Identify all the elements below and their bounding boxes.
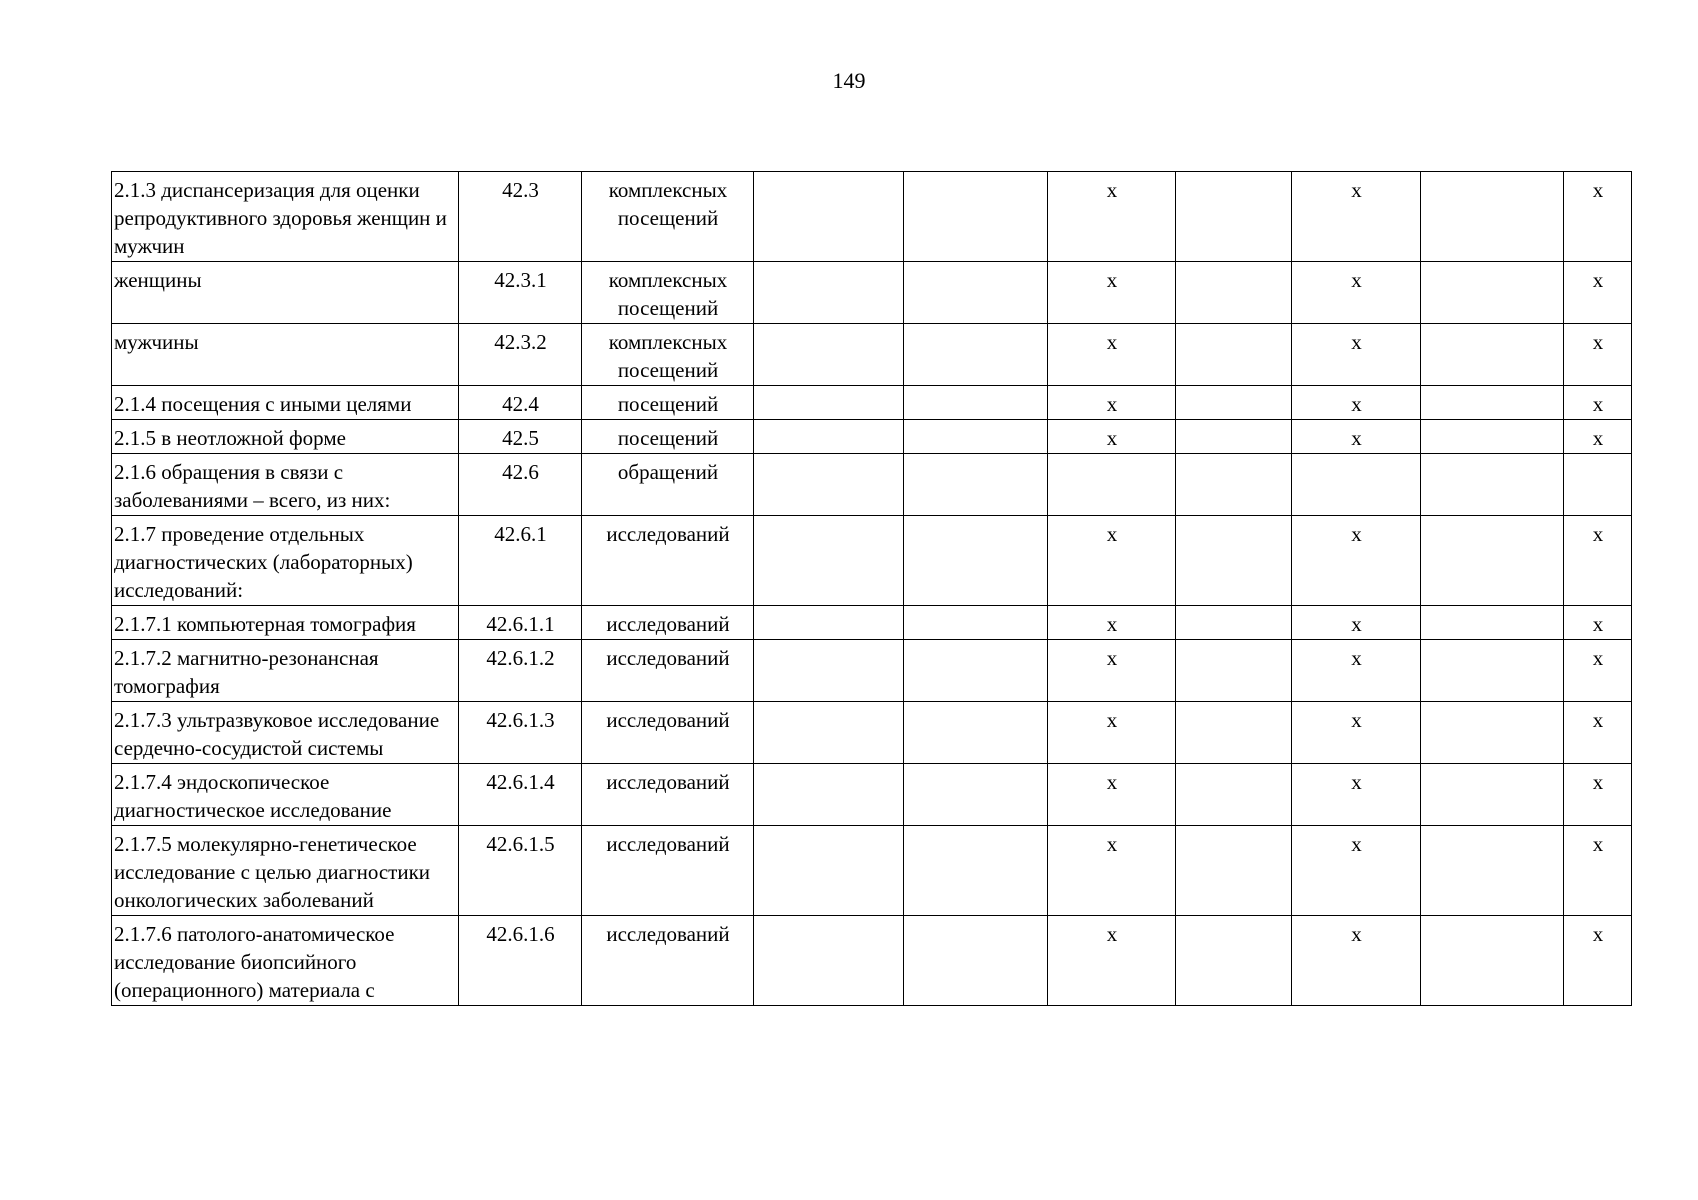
value-cell	[1421, 764, 1564, 826]
value-cell	[1176, 172, 1292, 262]
row-name-cell: 2.1.7.6 патолого-анатомическое исследование биопсийного (операционного) материала с	[112, 916, 459, 1006]
value-cell	[904, 262, 1048, 324]
value-cell	[1421, 262, 1564, 324]
row-code-cell: 42.6.1.1	[459, 606, 582, 640]
value-cell: х	[1292, 916, 1421, 1006]
value-cell: х	[1292, 606, 1421, 640]
table-row	[112, 916, 1632, 1006]
value-cell: х	[1564, 826, 1632, 916]
value-cell	[904, 386, 1048, 420]
value-cell: х	[1048, 516, 1176, 606]
row-name-cell: 2.1.4 посещения с иными целями	[112, 386, 459, 420]
row-unit-cell: исследований	[582, 606, 754, 640]
value-cell: х	[1048, 262, 1176, 324]
value-cell: х	[1564, 764, 1632, 826]
value-cell: х	[1564, 606, 1632, 640]
row-unit-cell: исследований	[582, 702, 754, 764]
value-cell	[1421, 702, 1564, 764]
value-cell	[904, 826, 1048, 916]
value-cell: х	[1292, 764, 1421, 826]
value-cell	[754, 262, 904, 324]
value-cell	[1421, 640, 1564, 702]
value-cell: х	[1048, 420, 1176, 454]
value-cell	[1421, 454, 1564, 516]
row-code-cell: 42.6.1.4	[459, 764, 582, 826]
value-cell	[1048, 454, 1176, 516]
row-name-cell: 2.1.5 в неотложной форме	[112, 420, 459, 454]
value-cell: х	[1564, 702, 1632, 764]
table-row	[112, 454, 1632, 516]
row-code-cell: 42.3.1	[459, 262, 582, 324]
value-cell	[904, 606, 1048, 640]
value-cell: х	[1292, 324, 1421, 386]
value-cell	[904, 916, 1048, 1006]
value-cell: х	[1048, 916, 1176, 1006]
row-unit-cell: исследований	[582, 640, 754, 702]
row-code-cell: 42.4	[459, 386, 582, 420]
value-cell	[904, 764, 1048, 826]
row-code-cell: 42.3	[459, 172, 582, 262]
value-cell	[754, 764, 904, 826]
value-cell: х	[1048, 324, 1176, 386]
value-cell	[904, 454, 1048, 516]
row-code-cell: 42.6	[459, 454, 582, 516]
row-name-cell: 2.1.7.2 магнитно-резонансная томография	[112, 640, 459, 702]
row-unit-cell: посещений	[582, 420, 754, 454]
value-cell	[1176, 826, 1292, 916]
table-row	[112, 324, 1632, 386]
table-row	[112, 172, 1632, 262]
value-cell: х	[1048, 172, 1176, 262]
value-cell: х	[1048, 640, 1176, 702]
table-row	[112, 640, 1632, 702]
row-unit-cell: комплексных посещений	[582, 262, 754, 324]
row-unit-cell: обращений	[582, 454, 754, 516]
value-cell	[1176, 916, 1292, 1006]
value-cell: х	[1292, 516, 1421, 606]
row-unit-cell: исследований	[582, 516, 754, 606]
value-cell	[1176, 640, 1292, 702]
value-cell: х	[1292, 386, 1421, 420]
value-cell: х	[1564, 640, 1632, 702]
value-cell	[1176, 262, 1292, 324]
value-cell	[754, 606, 904, 640]
row-code-cell: 42.6.1.5	[459, 826, 582, 916]
value-cell	[754, 172, 904, 262]
row-name-cell: 2.1.7 проведение отдельных диагностических (лабораторных) исследований:	[112, 516, 459, 606]
value-cell	[1176, 420, 1292, 454]
row-unit-cell: исследований	[582, 826, 754, 916]
row-code-cell: 42.3.2	[459, 324, 582, 386]
value-cell	[1421, 172, 1564, 262]
table-row	[112, 606, 1632, 640]
value-cell	[1421, 516, 1564, 606]
row-code-cell: 42.5	[459, 420, 582, 454]
value-cell: х	[1564, 262, 1632, 324]
table-row	[112, 386, 1632, 420]
value-cell	[1176, 516, 1292, 606]
value-cell: х	[1292, 702, 1421, 764]
row-unit-cell: исследований	[582, 764, 754, 826]
row-unit-cell: комплексных посещений	[582, 324, 754, 386]
value-cell	[754, 916, 904, 1006]
value-cell: х	[1564, 916, 1632, 1006]
value-cell: х	[1048, 702, 1176, 764]
table-row	[112, 516, 1632, 606]
row-name-cell: 2.1.7.4 эндоскопическое диагностическое исследование	[112, 764, 459, 826]
table-row	[112, 262, 1632, 324]
row-name-cell: 2.1.7.1 компьютерная томография	[112, 606, 459, 640]
value-cell: х	[1564, 386, 1632, 420]
value-cell	[904, 702, 1048, 764]
value-cell	[1564, 454, 1632, 516]
table-row	[112, 764, 1632, 826]
value-cell: х	[1048, 764, 1176, 826]
value-cell	[754, 516, 904, 606]
page-number: 149	[832, 68, 866, 93]
value-cell: х	[1292, 640, 1421, 702]
value-cell	[754, 702, 904, 764]
value-cell	[754, 640, 904, 702]
value-cell	[904, 640, 1048, 702]
value-cell	[1292, 454, 1421, 516]
value-cell	[754, 826, 904, 916]
row-unit-cell: исследований	[582, 916, 754, 1006]
row-name-cell: мужчины	[112, 324, 459, 386]
table-row	[112, 702, 1632, 764]
value-cell	[1421, 324, 1564, 386]
value-cell	[1421, 420, 1564, 454]
value-cell	[1176, 386, 1292, 420]
row-name-cell: 2.1.6 обращения в связи с заболеваниями – всего, из них:	[112, 454, 459, 516]
data-table	[111, 171, 1632, 1006]
value-cell: х	[1292, 172, 1421, 262]
row-code-cell: 42.6.1.6	[459, 916, 582, 1006]
table-body	[112, 172, 1632, 1006]
value-cell	[1176, 764, 1292, 826]
row-name-cell: женщины	[112, 262, 459, 324]
value-cell	[904, 420, 1048, 454]
value-cell	[1421, 826, 1564, 916]
value-cell	[1176, 702, 1292, 764]
value-cell	[1176, 324, 1292, 386]
table-row	[112, 420, 1632, 454]
value-cell	[1176, 454, 1292, 516]
value-cell: х	[1564, 172, 1632, 262]
value-cell	[754, 324, 904, 386]
value-cell	[1176, 606, 1292, 640]
value-cell: х	[1564, 420, 1632, 454]
row-name-cell: 2.1.7.5 молекулярно-генетическое исследование с целью диагностики онкологических заболеваний	[112, 826, 459, 916]
value-cell	[1421, 606, 1564, 640]
row-name-cell: 2.1.3 диспансеризация для оценки репродуктивного здоровья женщин и мужчин	[112, 172, 459, 262]
value-cell	[1421, 386, 1564, 420]
row-unit-cell: комплексных посещений	[582, 172, 754, 262]
table-row	[112, 826, 1632, 916]
row-name-cell: 2.1.7.3 ультразвуковое исследование сердечно-сосудистой системы	[112, 702, 459, 764]
value-cell	[754, 454, 904, 516]
value-cell: х	[1048, 826, 1176, 916]
value-cell	[904, 516, 1048, 606]
value-cell: х	[1564, 324, 1632, 386]
value-cell	[754, 386, 904, 420]
value-cell	[904, 172, 1048, 262]
row-code-cell: 42.6.1	[459, 516, 582, 606]
value-cell: х	[1292, 826, 1421, 916]
row-unit-cell: посещений	[582, 386, 754, 420]
row-code-cell: 42.6.1.3	[459, 702, 582, 764]
value-cell	[754, 420, 904, 454]
row-code-cell: 42.6.1.2	[459, 640, 582, 702]
value-cell: х	[1564, 516, 1632, 606]
value-cell	[904, 324, 1048, 386]
value-cell: х	[1292, 262, 1421, 324]
value-cell	[1421, 916, 1564, 1006]
value-cell: х	[1292, 420, 1421, 454]
value-cell: х	[1048, 606, 1176, 640]
value-cell: х	[1048, 386, 1176, 420]
